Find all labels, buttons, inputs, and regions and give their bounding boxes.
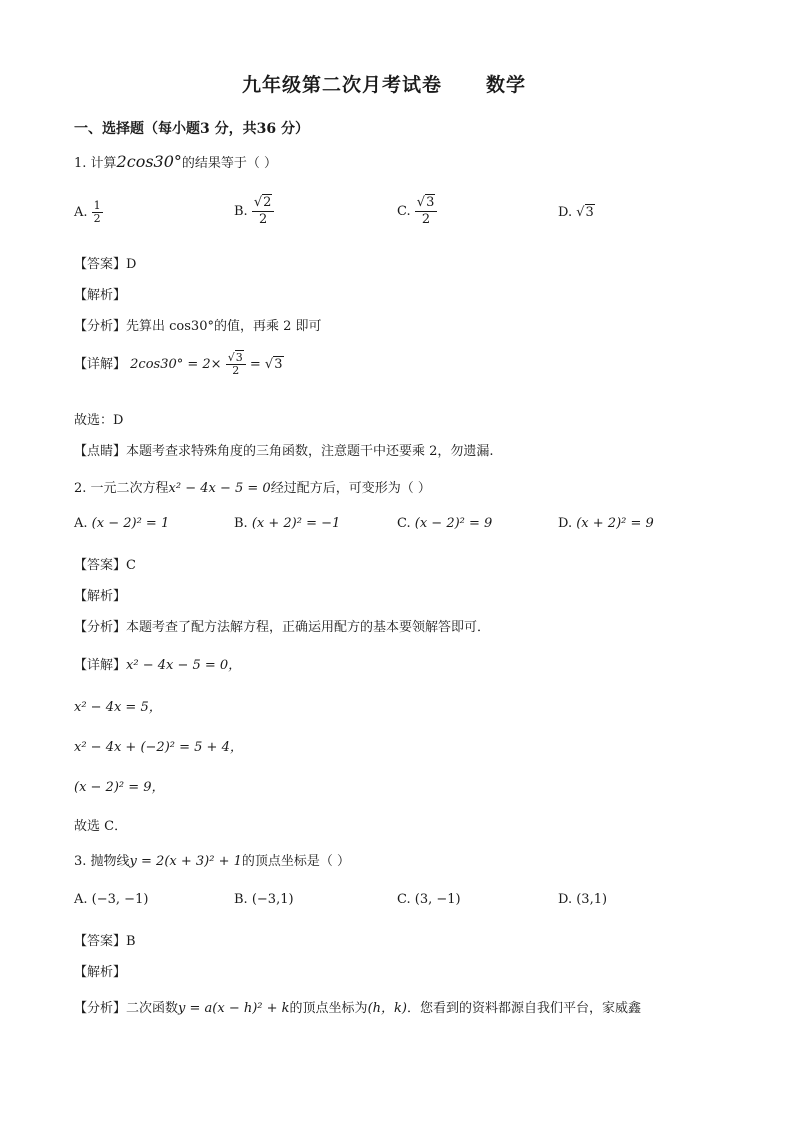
q3-option-c-label: C.	[397, 892, 411, 907]
dianjing-tag: 【点睛】	[74, 444, 127, 459]
q2-stem-suffix: 经过配方后，可变形为（ ）	[270, 481, 431, 496]
radicand: 3	[426, 195, 435, 210]
q1-fenxi	[74, 315, 322, 334]
q1-stem-suffix: 的结果等于（ ）	[181, 156, 278, 171]
q3-stem-prefix: 3. 抛物线	[74, 854, 130, 869]
detail-tag: 【详解】	[74, 658, 127, 673]
q3-option-d	[558, 892, 607, 907]
dianjing-text: 本题考查求特殊角度的三角函数，注意题干中还要乘 2，勿遗漏.	[126, 444, 494, 459]
q1-choose: 故选：D	[74, 413, 124, 428]
q1-option-d-label: D.	[558, 205, 573, 220]
radicand: 3	[585, 205, 594, 220]
answer-tag: 【答案】	[74, 934, 127, 949]
q1-stem-prefix: 1. 计算	[74, 156, 117, 171]
q3-option-a	[74, 892, 148, 907]
q1-option-a-label: A.	[74, 205, 88, 220]
q1-option-b-fraction	[252, 195, 275, 228]
q3-option-a-text: (−3, −1)	[91, 892, 149, 907]
fenxi-tag: 【分析】	[74, 620, 127, 635]
fraction-denominator: 2	[93, 212, 101, 225]
q2-analysis-tag: 【解析】	[74, 589, 127, 604]
fenxi-equation: y = a(x − h)² + k	[178, 1001, 290, 1016]
q3-option-b-label: B.	[234, 892, 248, 907]
q1-stem	[74, 152, 277, 171]
answer-tag: 【答案】	[74, 558, 127, 573]
q3-option-b	[234, 892, 294, 907]
detail-fraction	[226, 352, 246, 377]
q1-analysis-tag: 【解析】	[74, 288, 127, 303]
answer-value: B	[126, 934, 136, 949]
sqrt-icon: √3	[264, 357, 283, 372]
detail-step-1: x² − 4x − 5 = 0，	[126, 658, 242, 673]
q3-option-a-label: A.	[74, 892, 88, 907]
q2-option-b-text: (x + 2)² = −1	[251, 516, 341, 531]
q3-option-b-text: (−3,1)	[251, 892, 294, 907]
q3-equation: y = 2(x + 3)² + 1	[129, 854, 242, 869]
radicand: 2	[263, 195, 272, 210]
q2-option-b-label: B.	[234, 516, 248, 531]
q3-answer	[74, 930, 136, 949]
q1-option-c-fraction	[415, 195, 438, 228]
q2-option-c-label: C.	[397, 516, 411, 531]
radicand: 3	[235, 351, 243, 364]
q3-option-d-label: D.	[558, 892, 573, 907]
q3-option-d-text: (3,1)	[576, 892, 608, 907]
fenxi-tag: 【分析】	[74, 319, 127, 334]
answer-tag: 【答案】	[74, 257, 127, 272]
page-title	[242, 70, 526, 97]
sqrt-icon: √2	[253, 195, 272, 210]
q2-option-d	[558, 516, 654, 531]
fraction-denominator: 2	[421, 212, 431, 227]
sqrt-icon: √3	[576, 205, 594, 220]
q2-stem-prefix: 2. 一元二次方程	[74, 481, 169, 496]
fenxi-tag: 【分析】	[74, 1001, 127, 1016]
q2-choose: 故选 C．	[74, 819, 128, 834]
q2-detail	[74, 654, 241, 673]
detail-step-2: x² − 4x = 5，	[74, 700, 162, 715]
fenxi-prefix: 二次函数	[126, 1001, 179, 1016]
q2-fenxi	[74, 616, 490, 635]
subject-title: 数学	[486, 74, 527, 96]
fraction-numerator: 1	[93, 199, 101, 212]
q1-option-c	[397, 195, 437, 228]
q2-equation: x² − 4x − 5 = 0	[168, 481, 271, 496]
fenxi-text: 本题考查了配方法解方程，正确运用配方的基本要领解答即可．	[126, 620, 491, 635]
detail-lhs: 2cos30° = 2×	[130, 357, 222, 372]
q2-stem	[74, 477, 431, 496]
q2-option-c-text: (x − 2)² = 9	[414, 516, 493, 531]
fenxi-suffix: ．您看到的资料都源自我们平台，家威鑫	[406, 1001, 641, 1016]
q2-option-c	[397, 516, 492, 531]
fenxi-mid: 的顶点坐标为	[289, 1001, 368, 1016]
q2-option-d-text: (x + 2)² = 9	[576, 516, 654, 531]
q2-option-a-label: A.	[74, 516, 88, 531]
q1-expression: 2cos30°	[116, 152, 182, 171]
sqrt-icon: √3	[227, 351, 243, 364]
section-heading: 一、选择题（每小题3 分，共36 分）	[74, 121, 309, 137]
q2-option-a	[74, 516, 169, 531]
radicand: 3	[274, 357, 283, 372]
detail-step-4: (x − 2)² = 9，	[74, 780, 165, 795]
q1-answer	[74, 253, 136, 272]
q1-dianjing	[74, 440, 494, 459]
q1-option-a	[74, 200, 103, 225]
fraction-denominator: 2	[258, 212, 268, 227]
exam-title: 九年级第二次月考试卷	[242, 74, 443, 96]
q1-option-c-label: C.	[397, 204, 411, 219]
q2-option-d-label: D.	[558, 516, 573, 531]
fenxi-point: (h，k)	[367, 1001, 407, 1016]
q3-stem-suffix: 的顶点坐标是（ ）	[241, 854, 351, 869]
q1-option-d	[558, 205, 595, 220]
q2-option-b	[234, 516, 340, 531]
fenxi-text: 先算出 cos30°的值，再乘 2 即可	[126, 319, 322, 334]
q3-option-c	[397, 892, 461, 907]
sqrt-icon: √3	[416, 195, 435, 210]
detail-tag: 【详解】	[74, 357, 127, 372]
q3-fenxi	[74, 997, 641, 1016]
q1-option-a-fraction	[92, 200, 103, 225]
q1-option-b-label: B.	[234, 204, 248, 219]
q3-option-c-text: (3, −1)	[414, 892, 461, 907]
q1-detail	[74, 352, 284, 377]
detail-equals: =	[249, 357, 261, 372]
detail-step-3: x² − 4x + (−2)² = 5 + 4，	[74, 740, 243, 755]
fraction-denominator: 2	[232, 364, 240, 377]
q2-option-a-text: (x − 2)² = 1	[91, 516, 170, 531]
q3-stem	[74, 850, 350, 869]
q2-answer	[74, 554, 136, 573]
q3-analysis-tag: 【解析】	[74, 965, 127, 980]
answer-value: D	[126, 257, 137, 272]
answer-value: C	[126, 558, 136, 573]
q1-option-b	[234, 195, 274, 228]
